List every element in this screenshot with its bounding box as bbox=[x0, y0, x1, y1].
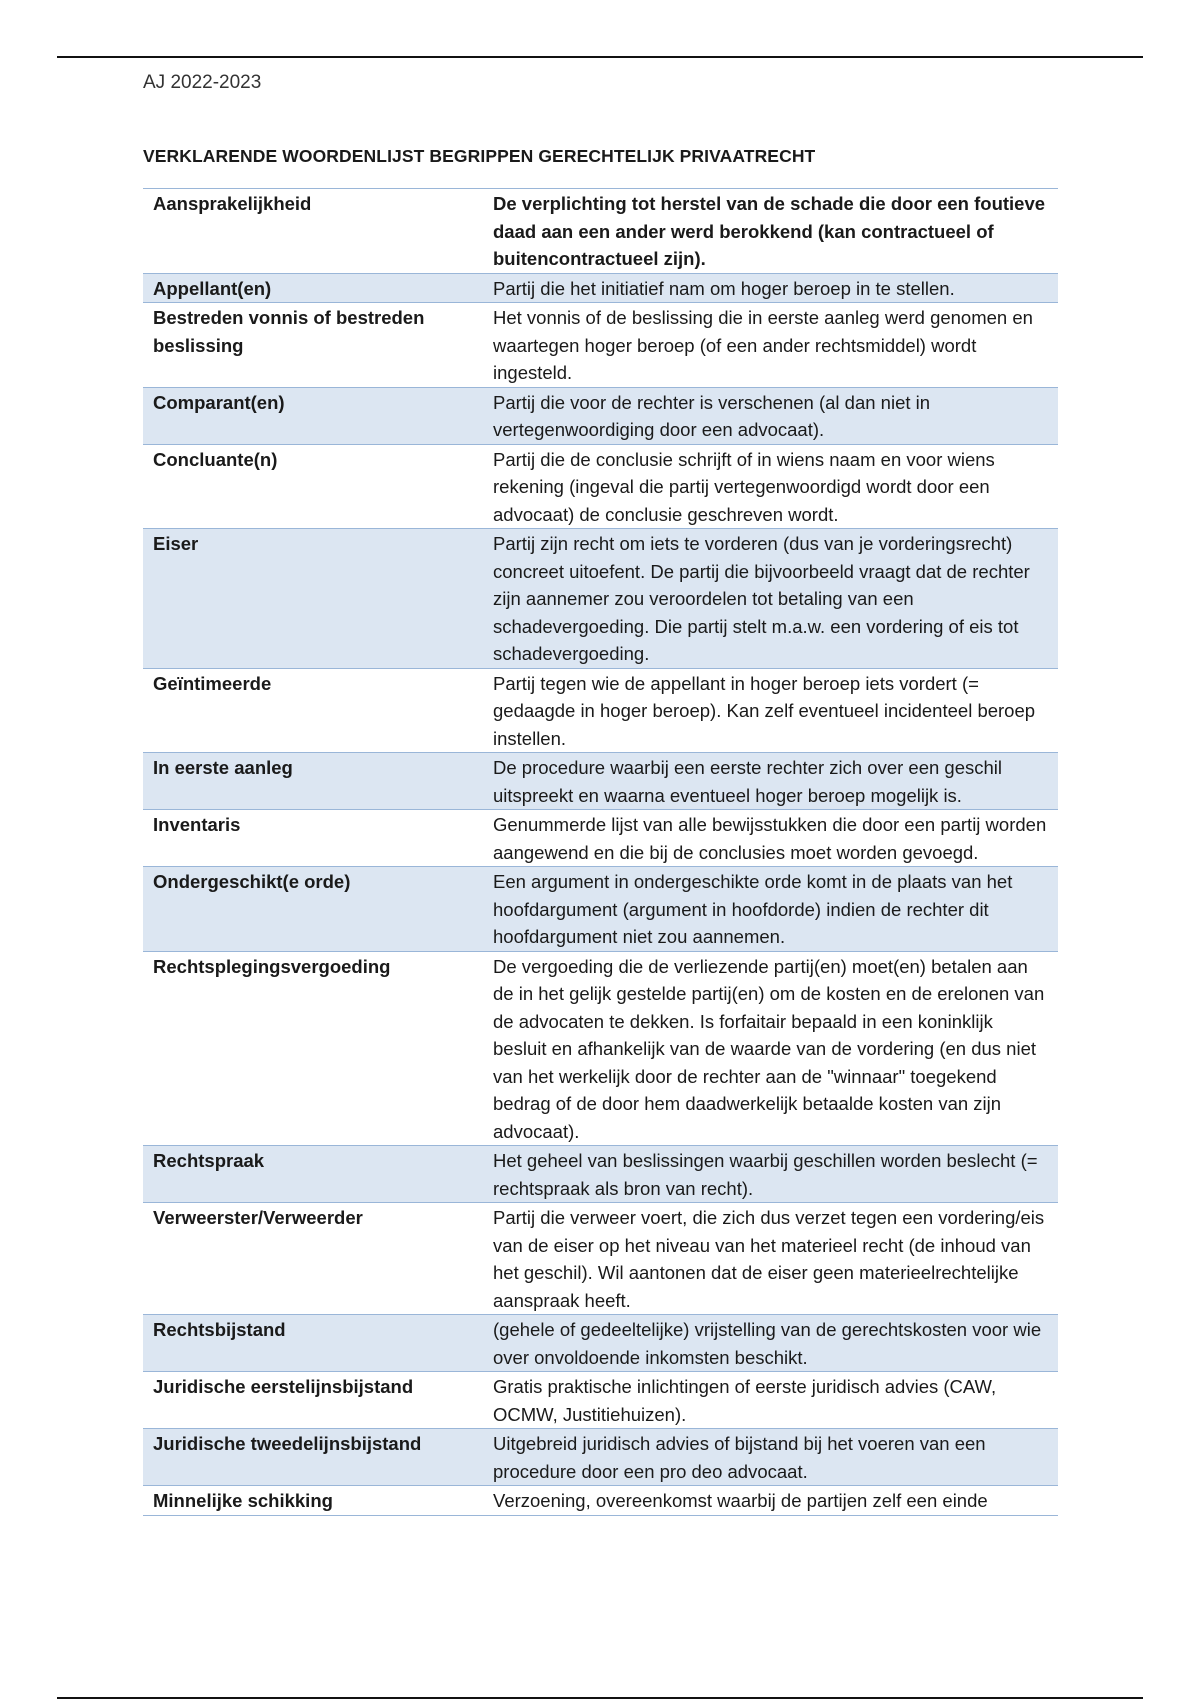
glossary-term: Geïntimeerde bbox=[143, 668, 483, 753]
glossary-term: Bestreden vonnis of bestreden beslissing bbox=[143, 303, 483, 388]
glossary-term: Concluante(n) bbox=[143, 444, 483, 529]
glossary-term: Aansprakelijkheid bbox=[143, 189, 483, 274]
table-row bbox=[143, 1315, 1058, 1372]
glossary-table bbox=[143, 188, 1058, 1516]
footer-rule bbox=[57, 1697, 1143, 1699]
glossary-definition: Verzoening, overeenkomst waarbij de partijen zelf een einde bbox=[483, 1486, 1058, 1516]
table-row bbox=[143, 1146, 1058, 1203]
glossary-definition: Uitgebreid juridisch advies of bijstand bij het voeren van een procedure door een pro deo advocaat. bbox=[483, 1429, 1058, 1486]
glossary-term: Ondergeschikt(e orde) bbox=[143, 867, 483, 952]
glossary-term: Rechtspraak bbox=[143, 1146, 483, 1203]
glossary-term: Eiser bbox=[143, 529, 483, 669]
table-row bbox=[143, 867, 1058, 952]
table-row bbox=[143, 753, 1058, 810]
table-row bbox=[143, 273, 1058, 303]
glossary-term: Comparant(en) bbox=[143, 387, 483, 444]
table-row bbox=[143, 1372, 1058, 1429]
table-row bbox=[143, 1429, 1058, 1486]
table-row bbox=[143, 189, 1058, 274]
glossary-definition: Partij die het initiatief nam om hoger beroep in te stellen. bbox=[483, 273, 1058, 303]
table-row bbox=[143, 668, 1058, 753]
table-row bbox=[143, 444, 1058, 529]
table-row bbox=[143, 1486, 1058, 1516]
glossary-definition: Partij tegen wie de appellant in hoger beroep iets vordert (= gedaagde in hoger beroep). Kan zelf eventueel incidenteel beroep instellen. bbox=[483, 668, 1058, 753]
glossary-definition: De vergoeding die de verliezende partij(en) moet(en) betalen aan de in het gelijk gestelde partij(en) om de kosten en de erelonen van de advocaten te dekken. Is forfaitair bepaald in een koninklijk besluit en afhankelijk van de waarde van de vordering (en dus niet van het werkelijk door de rechter aan de "winnaar" toegekend bedrag of de door hem daadwerkelijk betaalde kosten van zijn advocaat). bbox=[483, 951, 1058, 1146]
table-row bbox=[143, 387, 1058, 444]
glossary-definition: Een argument in ondergeschikte orde komt in de plaats van het hoofdargument (argument in hoofdorde) indien de rechter dit hoofdargument niet zou aannemen. bbox=[483, 867, 1058, 952]
glossary-definition: (gehele of gedeeltelijke) vrijstelling van de gerechtskosten voor wie over onvoldoende inkomsten beschikt. bbox=[483, 1315, 1058, 1372]
glossary-definition: De procedure waarbij een eerste rechter zich over een geschil uitspreekt en waarna eventueel hoger beroep mogelijk is. bbox=[483, 753, 1058, 810]
table-row bbox=[143, 1203, 1058, 1315]
document-title: VERKLARENDE WOORDENLIJST BEGRIPPEN GERECHTELIJK PRIVAATRECHT bbox=[143, 146, 816, 166]
glossary-term: Rechtsplegingsvergoeding bbox=[143, 951, 483, 1146]
glossary-definition: Genummerde lijst van alle bewijsstukken die door een partij worden aangewend en die bij de conclusies moet worden gevoegd. bbox=[483, 810, 1058, 867]
table-row bbox=[143, 529, 1058, 669]
table-row bbox=[143, 303, 1058, 388]
table-row bbox=[143, 810, 1058, 867]
glossary-definition: Het geheel van beslissingen waarbij geschillen worden beslecht (= rechtspraak als bron van recht). bbox=[483, 1146, 1058, 1203]
table-row bbox=[143, 951, 1058, 1146]
glossary-definition: Partij die verweer voert, die zich dus verzet tegen een vordering/eis van de eiser op het niveau van het materieel recht (de inhoud van het geschil). Wil aantonen dat de eiser geen materieelrechtelijke aanspraak heeft. bbox=[483, 1203, 1058, 1315]
glossary-term: Juridische eerstelijnsbijstand bbox=[143, 1372, 483, 1429]
glossary-term: Juridische tweedelijnsbijstand bbox=[143, 1429, 483, 1486]
glossary-term: Inventaris bbox=[143, 810, 483, 867]
glossary-term: Verweerster/Verweerder bbox=[143, 1203, 483, 1315]
header-rule bbox=[57, 56, 1143, 58]
glossary-definition: De verplichting tot herstel van de schade die door een foutieve daad aan een ander werd berokkend (kan contractueel of buitencontractueel zijn). bbox=[483, 189, 1058, 274]
glossary-definition: Het vonnis of de beslissing die in eerste aanleg werd genomen en waartegen hoger beroep (of een ander rechtsmiddel) wordt ingesteld. bbox=[483, 303, 1058, 388]
glossary-term: In eerste aanleg bbox=[143, 753, 483, 810]
glossary-term: Minnelijke schikking bbox=[143, 1486, 483, 1516]
glossary-definition: Gratis praktische inlichtingen of eerste juridisch advies (CAW, OCMW, Justitiehuizen). bbox=[483, 1372, 1058, 1429]
glossary-definition: Partij zijn recht om iets te vorderen (dus van je vorderingsrecht) concreet uitoefent. De partij die bijvoorbeeld vraagt dat de rechter zijn aannemer zou veroordelen tot betaling van een schadevergoeding. Die partij stelt m.a.w. een vordering of eis tot schadevergoeding. bbox=[483, 529, 1058, 669]
header-year: AJ 2022-2023 bbox=[143, 72, 262, 93]
glossary-definition: Partij die de conclusie schrijft of in wiens naam en voor wiens rekening (ingeval die partij vertegenwoordigd wordt door een advocaat) de conclusie geschreven wordt. bbox=[483, 444, 1058, 529]
glossary-term: Appellant(en) bbox=[143, 273, 483, 303]
glossary-term: Rechtsbijstand bbox=[143, 1315, 483, 1372]
glossary-definition: Partij die voor de rechter is verschenen (al dan niet in vertegenwoordiging door een advocaat). bbox=[483, 387, 1058, 444]
